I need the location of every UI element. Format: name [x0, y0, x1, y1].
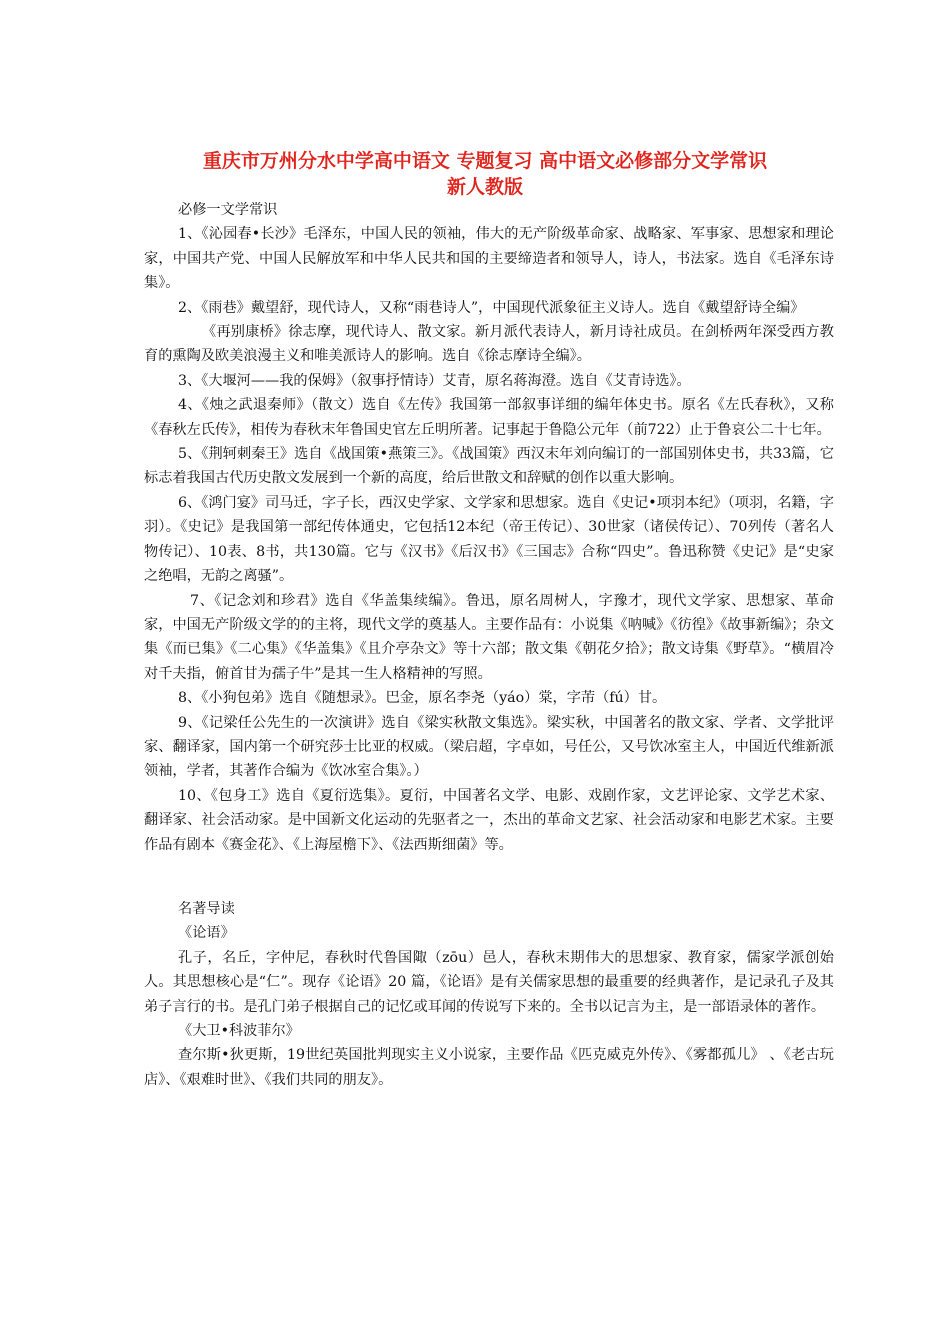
title-line-2: 新人教版 [446, 176, 523, 198]
paragraph-item-8: 8、《小狗包弟》选自《随想录》。巴金，原名李尧（yáo）棠，字芾（fú）甘。 [178, 690, 667, 707]
paragraph-item-2b: 《再别康桥》徐志摩，现代诗人、散文家。新月派代表诗人，新月诗社成员。在剑桥两年深受西方教育的熏陶及欧美浪漫主义和唯美派诗人的影响。选自《徐志摩诗全编》。 [144, 324, 834, 365]
paragraph-item-2: 2、《雨巷》戴望舒，现代诗人，又称“雨巷诗人”，中国现代派象征主义诗人。选自《戴望舒诗全编》 [178, 299, 805, 316]
book-text-analects: 孔子，名丘，字仲尼，春秋时代鲁国陬（zōu）邑人，春秋末期伟大的思想家、教育家，儒家学派创始人。其思想核心是“仁”。现存《论语》20 篇，《论语》是有关儒家思想的最重要的经典著作，是记录孔子及其弟子言行的书。是孔门弟子根据自己的记忆或耳闻的传说写下来的。全书以记言为主，是一部语录体的著作。 [144, 949, 834, 1015]
document-body [144, 198, 834, 1092]
paragraph-item-5: 5、《荆轲刺秦王》选自《战国策•燕策三》。《战国策》西汉末年刘向编订的一部国别体史书，共33篇，它标志着我国古代历史散文发展到一个新的高度，给后世散文和辞赋的创作以重大影响。 [144, 446, 834, 487]
paragraph-item-10: 10、《包身工》选自《夏衍选集》。夏衍，中国著名文学、电影、戏剧作家，文艺评论家、文学艺术家、翻译家、社会活动家。是中国新文化运动的先驱者之一，杰出的革命文艺家、社会活动家和电影艺术家。主要作品有剧本《赛金花》、《上海屋檐下》、《法西斯细菌》等。 [144, 787, 834, 853]
paragraph-item-3: 3、《大堰河——我的保姆》（叙事抒情诗）艾青，原名蒋海澄。选自《艾青诗选》。 [178, 372, 691, 389]
section-heading-required-one: 必修一文学常识 [178, 202, 278, 218]
title-line-1: 重庆市万州分水中学高中语文 专题复习 高中语文必修部分文学常识 [202, 150, 768, 172]
book-title-david-copperfield: 《大卫•科波菲尔》 [178, 1023, 300, 1039]
paragraph-item-4: 4、《烛之武退秦师》（散文）选自《左传》我国第一部叙事详细的编年体史书。原名《左氏春秋》，又称《春秋左氏传》，相传为春秋末年鲁国史官左丘明所著。记事起于鲁隐公元年（前722）止于鲁哀公二十七年。 [144, 397, 834, 438]
paragraph-item-9: 9、《记梁任公先生的一次演讲》选自《梁实秋散文集选》。梁实秋，中国著名的散文家、学者、文学批评家、翻译家，国内第一个研究莎士比亚的权威。（梁启超，字卓如，号任公，又号饮冰室主人，中国近代维新派领袖，学者，其著作合编为《饮冰室合集》。） [144, 714, 834, 780]
book-title-analects: 《论语》 [178, 925, 235, 942]
paragraph-item-1: 1、《沁园春•长沙》毛泽东，中国人民的领袖，伟大的无产阶级革命家、战略家、军事家、思想家和理论家，中国共产党、中国人民解放军和中华人民共和国的主要缔造者和领导人，诗人，书法家。选自《毛泽东诗集》。 [144, 226, 834, 292]
section-heading-classics: 名著导读 [178, 900, 235, 917]
section-spacer [144, 857, 834, 897]
document-title [120, 148, 850, 200]
paragraph-item-7: 7、《记念刘和珍君》选自《华盖集续编》。鲁迅，原名周树人，字豫才，现代文学家、思想家、革命家，中国无产阶级文学的的主将，现代文学的奠基人。主要作品有：小说集《呐喊》《彷徨》《故事新编》；杂文集《而已集》《二心集》《华盖集》《且介亭杂文》等十六部；散文集《朝花夕拾》；散文诗集《野草》。“横眉冷对千夫指，俯首甘为孺子牛”是其一生人格精神的写照。 [144, 592, 834, 682]
paragraph-item-6: 6、《鸿门宴》司马迁，字子长，西汉史学家、文学家和思想家。选自《史记•项羽本纪》（项羽，名籍，字羽）。《史记》是我国第一部纪传体通史，它包括12本纪（帝王传记）、30世家（诸侯传记）、70列传（著名人物传记）、10表、8书，共130篇。它与《汉书》《后汉书》《三国志》合称“四史”。鲁迅称赞《史记》是“史家之绝唱，无韵之离骚”。 [144, 494, 834, 585]
book-text-david-copperfield: 查尔斯•狄更斯，19世纪英国批判现实主义小说家，主要作品《匹克威克外传》、《雾都孤儿》 、《老古玩店》、《艰难时世》、《我们共同的朋友》。 [144, 1047, 834, 1088]
